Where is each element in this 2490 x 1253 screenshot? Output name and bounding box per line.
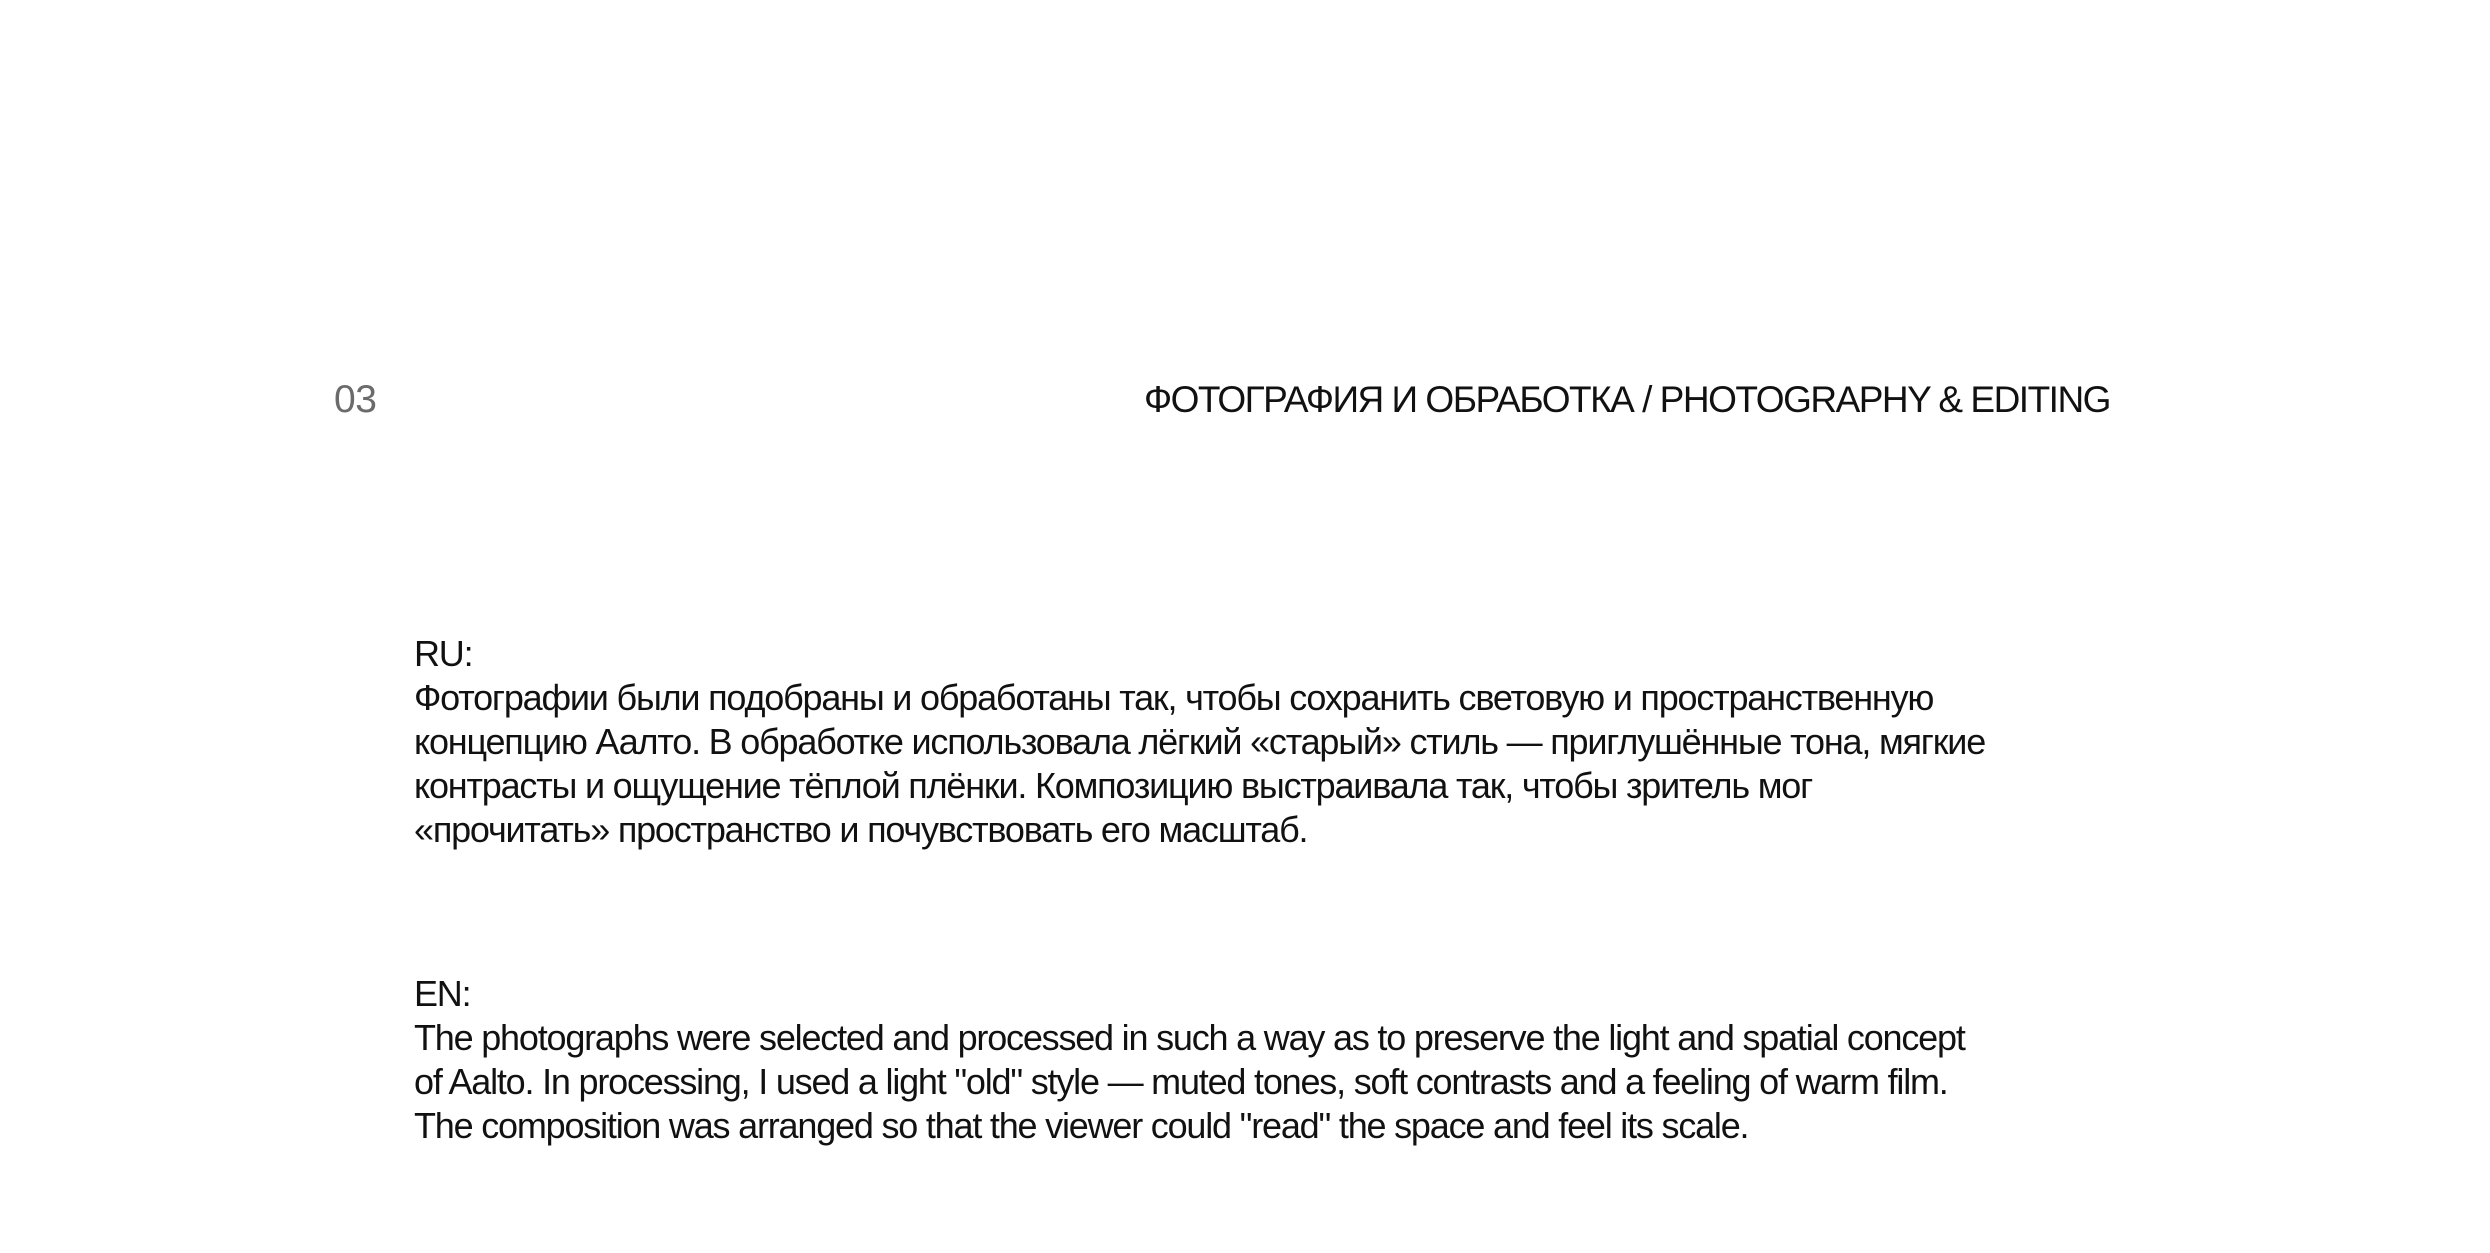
en-description: [414, 972, 2114, 1148]
ru-paragraph-line: «прочитать» пространство и почувствовать его масштаб.: [414, 809, 1308, 850]
section-title: ФОТОГРАФИЯ И ОБРАБОТКА / PHOTOGRAPHY & EDITING: [1144, 379, 2110, 420]
ru-label: RU:: [414, 633, 473, 674]
en-label: EN:: [414, 973, 471, 1014]
en-paragraph-line: The photographs were selected and processed in such a way as to preserve the light and spatial concept: [414, 1017, 1965, 1058]
page-number: 03: [334, 378, 377, 421]
en-paragraph-line: The composition was arranged so that the viewer could "read" the space and feel its scale.: [414, 1105, 1749, 1146]
ru-description: [414, 632, 2114, 852]
ru-paragraph-line: концепцию Аалто. В обработке использовала лёгкий «старый» стиль — приглушённые тона, мягкие: [414, 721, 1986, 762]
ru-paragraph-line: Фотографии были подобраны и обработаны так, чтобы сохранить световую и пространственную: [414, 677, 1934, 718]
en-paragraph-line: of Aalto. In processing, I used a light "old" style — muted tones, soft contrasts and a feeling of warm film.: [414, 1061, 1948, 1102]
ru-paragraph-line: контрасты и ощущение тёплой плёнки. Композицию выстраивала так, чтобы зритель мог: [414, 765, 1813, 806]
